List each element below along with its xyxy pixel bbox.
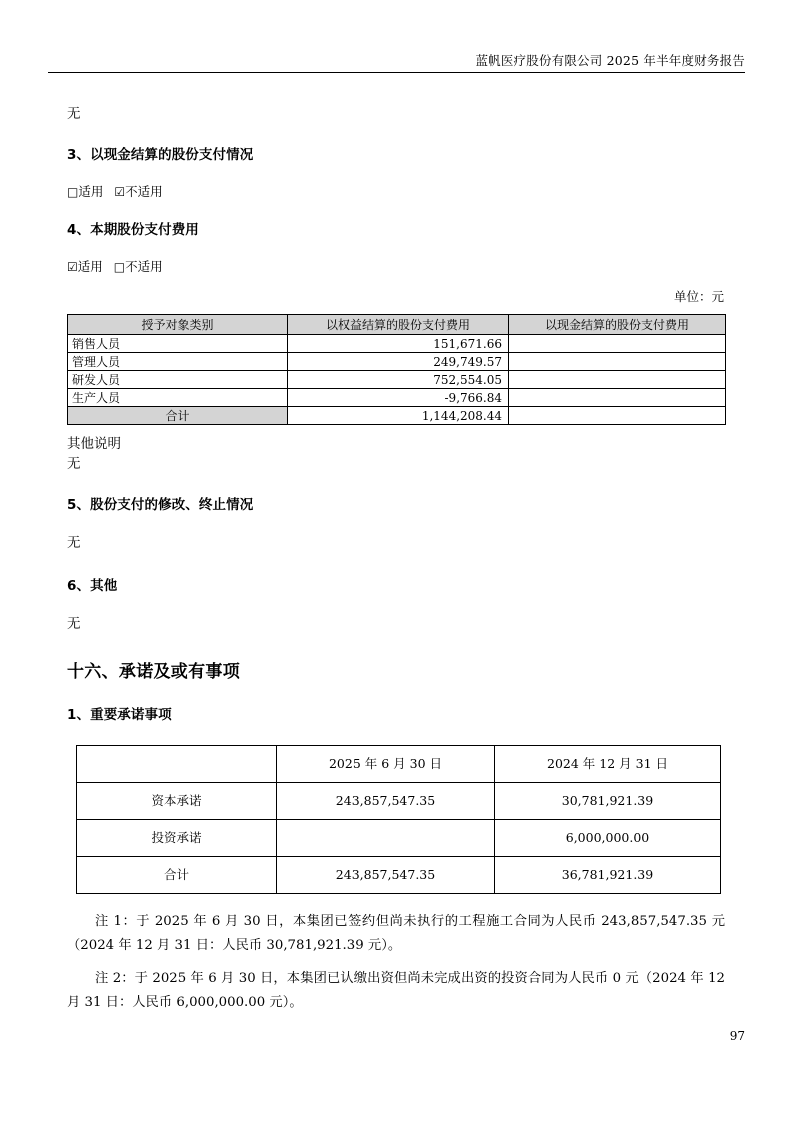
heading-section-16-1: 1、重要承诺事项 [67, 707, 172, 723]
column-header-equity-settled: 以权益结算的股份支付费用 [288, 315, 509, 335]
other-note-value: 无 [67, 456, 81, 472]
intro-none-text: 无 [67, 106, 81, 122]
heading-section-6: 6、其他 [67, 578, 118, 594]
cell-category: 销售人员 [68, 335, 288, 353]
other-note-label: 其他说明 [67, 436, 121, 452]
column-header-blank [77, 746, 277, 783]
cell-total-label: 合计 [77, 857, 277, 894]
share-payment-expense-table [67, 314, 726, 425]
applicability-section-3 [67, 183, 725, 201]
cell-total-label: 合计 [68, 407, 288, 425]
table-total-row [68, 407, 726, 425]
column-header-category: 授予对象类别 [68, 315, 288, 335]
column-header-current-period: 2025 年 6 月 30 日 [277, 746, 495, 783]
applicable-label-4: 适用 [77, 259, 103, 274]
commitments-table [76, 745, 721, 894]
table-row [77, 820, 721, 857]
table-header-row [68, 315, 726, 335]
cell-equity-amount: 752,554.05 [288, 371, 509, 389]
checkbox-unchecked-icon[interactable]: □ [67, 185, 79, 199]
heading-section-4: 4、本期股份支付费用 [67, 222, 199, 238]
cell-total-current-amount: 243,857,547.35 [277, 857, 495, 894]
unit-note-share-payment: 单位：元 [673, 289, 724, 304]
page-header [48, 52, 745, 73]
cell-cash-amount [509, 389, 726, 407]
commitment-note-2: 注 2：于 2025 年 6 月 30 日，本集团已认缴出资但尚未完成出资的投资合同为人民币 0 元（2024 年 12 月 31 日：人民币 6,000,000.00 元）。 [67, 971, 725, 1010]
cell-current-amount [277, 820, 495, 857]
table-row [68, 353, 726, 371]
cell-equity-amount: -9,766.84 [288, 389, 509, 407]
applicable-label-3: 适用 [78, 184, 104, 199]
cell-commitment-item: 资本承诺 [77, 783, 277, 820]
checkbox-unchecked-icon[interactable]: □ [113, 260, 126, 274]
not-applicable-option-4[interactable] [114, 259, 163, 274]
column-header-cash-settled: 以现金结算的股份支付费用 [509, 315, 726, 335]
column-header-prior-period: 2024 年 12 月 31 日 [495, 746, 721, 783]
table-row [68, 335, 726, 353]
cell-category: 生产人员 [68, 389, 288, 407]
applicable-option-4[interactable] [67, 259, 103, 274]
commitment-note-1: 注 1：于 2025 年 6 月 30 日，本集团已签约但尚未执行的工程施工合同为人民币 243,857,547.35 元（2024 年 12 月 31 日：人民币 30,781,921.39 元）。 [67, 914, 725, 953]
cell-current-amount: 243,857,547.35 [277, 783, 495, 820]
header-title: 蓝帆医疗股份有限公司 2025 年半年度财务报告 [475, 53, 745, 68]
section-6-value: 无 [67, 616, 81, 632]
not-applicable-option-3[interactable] [114, 184, 162, 199]
cell-category: 研发人员 [68, 371, 288, 389]
checkbox-checked-icon[interactable]: ☑ [67, 260, 78, 274]
section-5-value: 无 [67, 535, 81, 551]
header-divider [48, 72, 745, 73]
cell-total-cash-amount [509, 407, 726, 425]
page-number: 97 [729, 1029, 745, 1043]
table-row [68, 389, 726, 407]
table-row [68, 371, 726, 389]
heading-section-16: 十六、承诺及或有事项 [67, 662, 240, 682]
cell-equity-amount: 249,749.57 [288, 353, 509, 371]
document-content [67, 104, 725, 1015]
table-total-row [77, 857, 721, 894]
not-applicable-label-4: 不适用 [125, 259, 163, 274]
cell-total-equity-amount: 1,144,208.44 [288, 407, 509, 425]
applicability-section-4 [67, 258, 725, 276]
cell-equity-amount: 151,671.66 [288, 335, 509, 353]
cell-category: 管理人员 [68, 353, 288, 371]
table-header-row [77, 746, 721, 783]
cell-cash-amount [509, 371, 726, 389]
table-row [77, 783, 721, 820]
heading-section-3: 3、以现金结算的股份支付情况 [67, 147, 254, 163]
cell-prior-amount: 6,000,000.00 [495, 820, 721, 857]
cell-cash-amount [509, 353, 726, 371]
checkbox-checked-icon[interactable]: ☑ [114, 185, 126, 199]
heading-section-5: 5、股份支付的修改、终止情况 [67, 497, 254, 513]
cell-prior-amount: 30,781,921.39 [495, 783, 721, 820]
cell-commitment-item: 投资承诺 [77, 820, 277, 857]
cell-cash-amount [509, 335, 726, 353]
not-applicable-label-3: 不适用 [125, 184, 163, 199]
applicable-option-3[interactable] [67, 184, 103, 199]
cell-total-prior-amount: 36,781,921.39 [495, 857, 721, 894]
